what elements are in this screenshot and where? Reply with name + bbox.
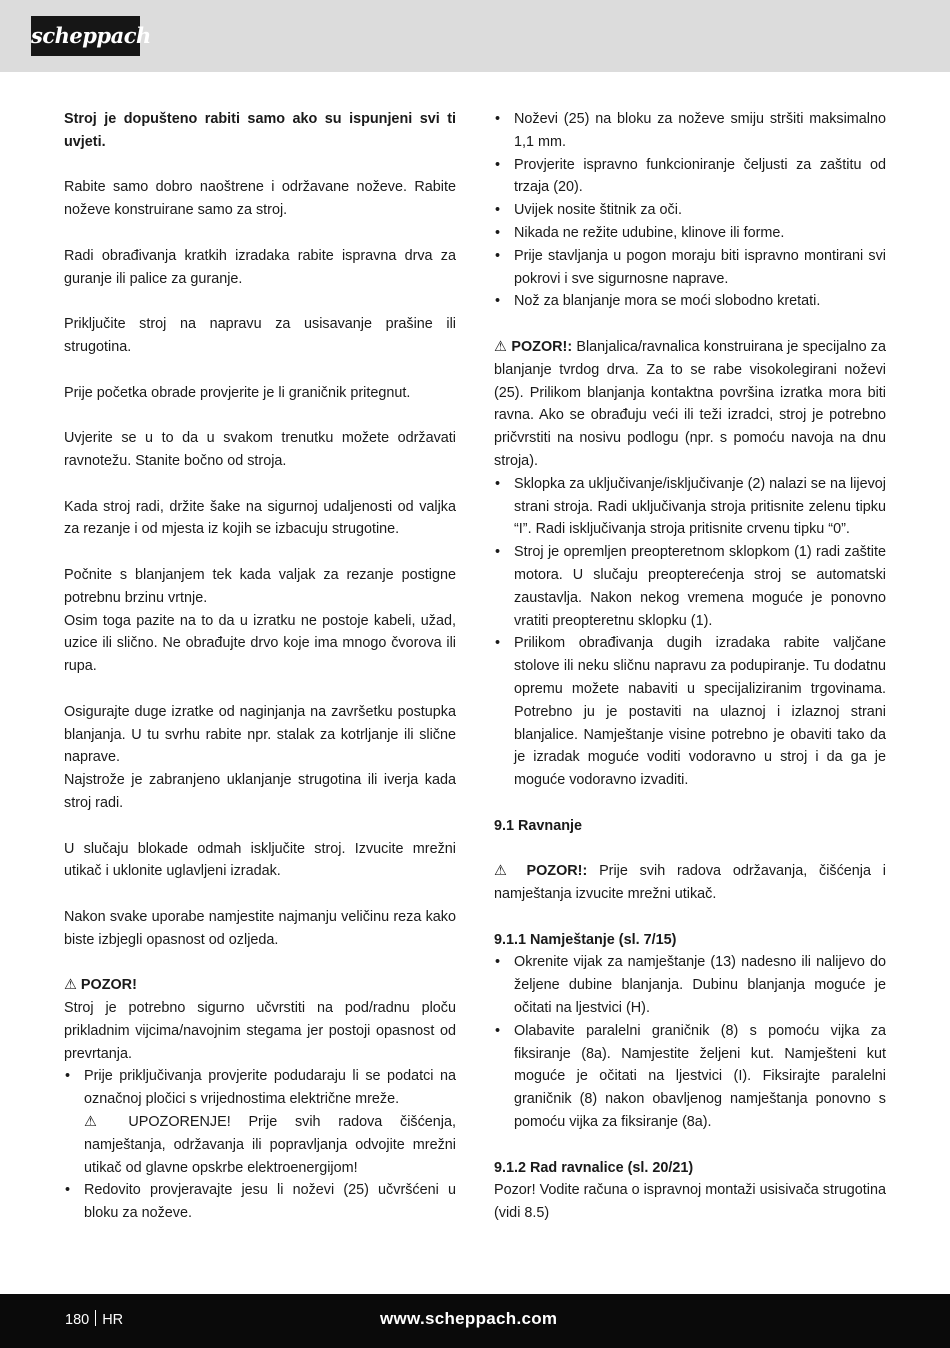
list-item: • Prilikom obrađivanja dugih izradaka rabite valjčane stolove ili neku sličnu napravu za podupiranje. Tu dodatnu opremu možete nabaviti u specijaliziranim trgovinama. Potrebno ju je postaviti na ulaznoj i izlaznoj strani blanjalice. Namještanje visine potrebno je obaviti tako da je izradak moguće voditi vodoravno u stroj i da ga je moguće vodoravno izvaditi. [494,632,886,792]
section-heading: 9.1.1 Namještanje (sl. 7/15) [494,931,677,948]
page-footer [0,1294,950,1348]
paragraph: Najstrože je zabranjeno uklanjanje strugotina ili iverja kada stroj radi. [64,772,456,811]
paragraph: Osim toga pazite na to da u izratku ne postoje kabeli, užad, uzice ili slično. Ne obrađujte drvo koje ima mnogo čvorova ili rupa. [64,612,456,675]
list-item: • Nikada ne režite udubine, klinove ili forme. [494,222,886,245]
page-header [0,0,950,72]
list-item: • Olabavite paralelni graničnik (8) s pomoću vijka za fiksiranje (8a). Namjestite željeni kut. Namješteni kut moguće je očitati na ljestvici (I). Fiksirajte paralelni graničnik (8) nakon obavljenog namještanja ponovno s pomoću vijka za fiksiranje (8a). [494,1020,886,1134]
warning-paragraph [494,860,886,906]
paragraph: U slučaju blokade odmah isključite stroj. Izvucite mrežni utikač i uklonite uglavljeni izradak. [64,840,456,880]
warning-paragraph [494,336,886,473]
warning-triangle-icon: ⚠ [494,863,515,880]
paragraph: Osigurajte duge izratke od naginjanja na završetku postupka blanjanja. U tu svrhu rabite npr. stalak za kotrljanje ili slične naprave. [64,703,456,766]
divider [95,1310,96,1326]
page-number-indicator [65,1310,123,1330]
paragraph: Počnite s blanjanjem tek kada valjak za rezanje postigne potrebnu brzinu vrtnje. [64,566,456,606]
warning-text: Blanjalica/ravnalica konstruirana je specijalno za blanjanje tvrdog drva. Za to se rabe visokolegirani noževi (25). Prilikom blanjanja kontaktna površina izratka mora biti ravna. Ako se obrađuju veći ili teži izradci, stroj je potrebno pričvrstiti na nosivu podlogu (npr. s pomoću navoja na dnu stroja). [494,338,887,469]
list-item: • Noževi (25) na bloku za noževe smiju stršiti maksimalno 1,1 mm. [494,108,886,154]
warning-triangle-icon: ⚠ [494,338,508,355]
website-url[interactable]: www.scheppach.com [380,1309,558,1328]
list-item: • Uvijek nosite štitnik za oči. [494,199,886,222]
list-item-text: Redovito provjeravajte jesu li noževi (25) učvršćeni u bloku za noževe. [84,1182,456,1222]
list-item-warning-text: UPOZORENJE! Prije svih radova čišćenja, namještanja, održavanja ili popravljanja odvojite mrežni utikač od glavne opskrbe elektroenergijom! [84,1114,456,1176]
paragraph: Prije početka obrade provjerite je li graničnik pritegnut. [64,384,411,401]
section-heading: 9.1.2 Rad ravnalice (sl. 20/21) [494,1159,694,1176]
section-heading: 9.1 Ravnanje [494,817,582,834]
warning-label: POZOR!: [526,863,588,880]
paragraph: Kada stroj radi, držite šake na sigurnoj udaljenosti od valjka za rezanje i od mjesta iz kojih se izbacuju strugotine. [64,498,456,538]
list-item: • Stroj je opremljen preopteretnom sklopkom (1) radi zaštite motora. U slučaju preopterećenja stroj se automatski zaustavlja. Nakon nekog vremena moguće je ponovno vratiti preopteretnu sklopku (1). [494,541,886,632]
list-item: • Okrenite vijak za namještanje (13) nadesno ili nalijevo do željene dubine blanjanja. Dubinu blanjanja moguće je očitati na ljestvici (H). [494,951,886,1019]
right-column [494,108,886,1225]
list-item [64,1065,456,1179]
list-item-text: • Prije priključivanja provjerite podudaraju li se podatci na označnoj pločici s vrijednostima električne mreže. [84,1068,456,1108]
list-item: • Provjerite ispravno funkcioniranje čeljusti za zaštitu od trzaja (20). [494,154,886,200]
paragraph: Pozor! Vodite računa o ispravnoj montaži usisivača strugotina (vidi 8.5) [494,1182,886,1222]
paragraph: Uvjerite se u to da u svakom trenutku možete održavati ravnotežu. Stanite bočno od stroja. [64,430,456,469]
bullet-list [494,108,886,313]
bullet-list [494,473,886,792]
warning-heading [64,974,456,997]
list-item-warning [84,1111,456,1179]
paragraph: Priključite stroj na napravu za usisavanje prašine ili strugotina. [64,316,456,355]
warning-triangle-icon: ⚠ [84,1114,111,1131]
list-item [64,1179,456,1225]
paragraph: Rabite samo dobro naoštrene i održavane noževe. Rabite noževe konstruirane samo za stroj. [64,179,456,219]
warning-paragraph: Stroj je potrebno sigurno učvrstiti na pod/radnu ploču prikladnim vijcima/navojnim stegama jer postoji opasnost od prevrtanja. [64,1000,456,1062]
paragraph: Stroj je dopušteno rabiti samo ako su ispunjeni svi ti uvjeti. [64,111,456,150]
list-item: • Prije stavljanja u pogon moraju biti ispravno montirani svi pokrovi i sve sigurnosne naprave. [494,245,886,291]
warning-heading-text: POZOR! [80,977,137,994]
left-column [64,108,456,1225]
language-code: HR [102,1312,124,1328]
paragraph: Radi obrađivanja kratkih izradaka rabite ispravna drva za guranje ili palice za guranje. [64,247,456,287]
bullet-list [494,951,886,1133]
list-item: • Nož za blanjanje mora se moći slobodno kretati. [494,290,886,313]
warning-label: POZOR!: [511,338,573,355]
paragraph: Nakon svake uporabe namjestite najmanju veličinu reza kako biste izbjegli opasnost od ozljeda. [64,908,456,948]
warning-text: Prije svih radova održavanja, čišćenja i namještanja izvucite mrežni utikač. [494,863,886,903]
list-item: • Sklopka za uključivanje/isključivanje (2) nalazi se na lijevoj strani stroja. Radi uključivanja stroja pritisnite zelenu tipku “I”. Radi isključivanja stroja pritisnite crvenu tipku “0”. [494,473,886,541]
warning-triangle-icon: ⚠ [64,977,77,994]
bullet-list [64,1065,456,1225]
scheppach-logo: scheppach [31,16,140,56]
page-number: 180 [65,1312,90,1328]
